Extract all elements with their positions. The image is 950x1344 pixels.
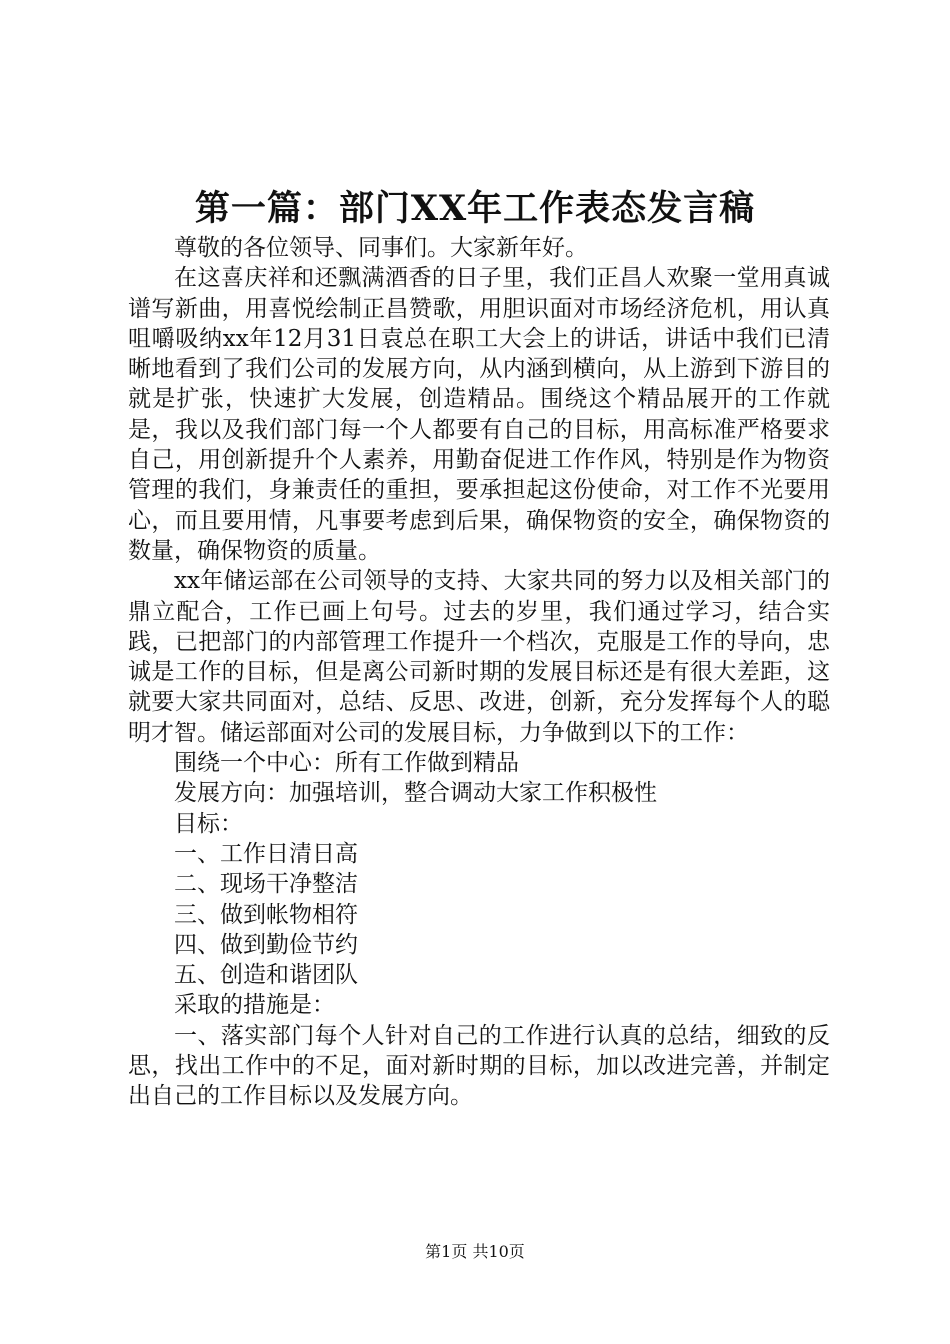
goal-item: 一、工作日清日高 — [174, 840, 358, 867]
paragraph-measures-heading: 采取的措施是： — [174, 992, 335, 1019]
page-title: 第一篇：部门XX年工作表态发言稿 — [194, 188, 756, 229]
goal-item: 三、做到帐物相符 — [174, 901, 358, 928]
document-body — [128, 233, 830, 1112]
paragraph-direction: 发展方向：加强培训，整合调动大家工作积极性 — [174, 780, 657, 807]
paragraph-greeting: 尊敬的各位领导、同事们。大家新年好。 — [174, 235, 588, 261]
paragraph-goals-heading: 目标： — [174, 810, 243, 837]
paragraph-review: xx年储运部在公司领导的支持、大家共同的努力以及相关部门的鼎立配合，工作已画上句号。过去的岁里，我们通过学习，结合实践，已把部门的内部管理工作提升一个档次，克服是工作的导向，忠诚是工作的目标，但是离公司新时期的发展目标还是有很大差距，这就要大家共同面对，总结、反思、改进，创新，充分发挥每个人的聪明才智。储运部面对公司的发展目标，力争做到以下的工作： — [128, 568, 830, 746]
goal-item: 五、创造和谐团队 — [174, 962, 358, 989]
measure-item: 一、落实部门每个人针对自己的工作进行认真的总结，细致的反思，找出工作中的不足，面对新时期的目标，加以改进完善，并制定出自己的工作目标以及发展方向。 — [128, 1022, 830, 1110]
goal-item: 二、现场干净整洁 — [174, 871, 358, 898]
paragraph-center: 围绕一个中心：所有工作做到精品 — [174, 750, 519, 777]
goal-item: 四、做到勤俭节约 — [174, 931, 358, 958]
paragraph-intro: 在这喜庆祥和还飘满酒香的日子里，我们正昌人欢聚一堂用真诚谱写新曲，用喜悦绘制正昌赞歌，用胆识面对市场经济危机，用认真咀嚼吸纳xx年12月31日袁总在职工大会上的讲话，讲话中我们已清晰地看到了我们公司的发展方向，从内涵到横向，从上游到下游目的就是扩张，快速扩大发展，创造精品。围绕这个精品展开的工作就是，我以及我们部门每一个人都要有自己的目标，用高标准严格要求自己，用创新提升个人素养，用勤奋促进工作作风，特别是作为物资管理的我们，身兼责任的重担，要承担起这份使命，对工作不光要用心，而且要用情，凡事要考虑到后果，确保物资的安全，确保物资的数量，确保物资的质量。 — [128, 265, 830, 564]
page-footer: 第1页 共10页 — [425, 1242, 525, 1261]
